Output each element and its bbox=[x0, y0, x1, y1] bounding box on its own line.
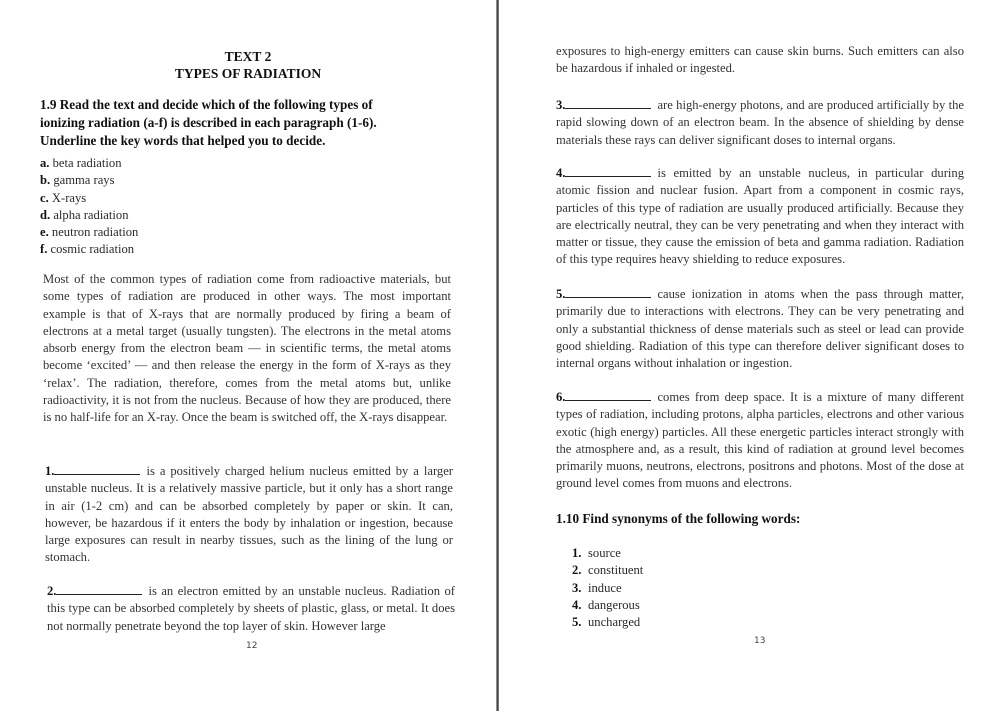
paragraph-5: 5. cause ionization in atoms when the pass through matter, primarily due to interactions with electrons. They can be very penetrating and only a substantial thickness of dense materials such as steel or lead can provide good shielding. Radiation of this type can therefore deliver significant doses to internal organs without inhalation or ingestion. bbox=[556, 287, 964, 371]
answer-blank-3[interactable] bbox=[565, 97, 651, 109]
answer-blank-2[interactable] bbox=[56, 583, 142, 595]
answer-blank-6[interactable] bbox=[565, 389, 651, 401]
paragraph-2-continued: exposures to high-energy emitters can cause skin burns. Such emitters can also be hazardous if inhaled or ingested. bbox=[556, 44, 964, 76]
page-number-right: 13 bbox=[754, 636, 766, 646]
synonym-item: 5. uncharged bbox=[572, 615, 641, 630]
task-1-9-instruction: 1.9 Read the text and decide which of the following types of ionizing radiation (a-f) is described in each paragraph (1-6). Underline the key words that helped you to decide. bbox=[40, 97, 377, 148]
paragraph-1: 1. is a positively charged helium nucleus emitted by a larger unstable nucleus. It is a relatively massive particle, but it only has a short range in air (1-2 cm) and can be absorbed completely by paper or skin. It can, however, be hazardous if it enters the body by inhalation or ingestion, because large exposures can result in nearby tissues, such as the lining of the lung or stomach. bbox=[45, 464, 453, 565]
options-list bbox=[40, 155, 138, 259]
option-item: e. neutron radiation bbox=[40, 225, 139, 240]
paragraph-4: 4. is emitted by an unstable nucleus, in particular during atomic fission and nuclear fusion. Apart from a component in cosmic rays, particles of this type of radiation are usually produced artificially. Because they are electrically neutral, they can be very penetrating and when they interact with matter or tissue, they cause the emission of beta and gamma radiation. Radiation of this type requires heavy shielding to reduce exposures. bbox=[556, 166, 964, 267]
option-item: d. alpha radiation bbox=[40, 207, 129, 222]
option-item: f. cosmic radiation bbox=[40, 242, 135, 257]
right-page bbox=[500, 0, 1000, 711]
answer-blank-1[interactable] bbox=[54, 463, 140, 475]
text-heading: TEXT 2 bbox=[224, 49, 272, 64]
left-page bbox=[0, 0, 496, 711]
page-number-left: 12 bbox=[246, 641, 258, 651]
book-spine bbox=[496, 0, 499, 711]
synonym-item: 2. constituent bbox=[572, 563, 644, 578]
synonym-item: 1. source bbox=[572, 546, 621, 560]
synonym-item: 4. dangerous bbox=[572, 597, 640, 612]
paragraph-2: 2. is an electron emitted by an unstable nucleus. Radiation of this type can be absorbed completely by sheets of plastic, glass, or metal. It does not normally penetrate beyond the top layer of skin. However large bbox=[47, 584, 455, 633]
synonym-item: 3. induce bbox=[572, 580, 622, 595]
answer-blank-4[interactable] bbox=[565, 165, 651, 177]
option-item: a. beta radiation bbox=[40, 156, 122, 170]
task-1-10-instruction: 1.10 Find synonyms of the following words: bbox=[556, 511, 801, 526]
option-item: c. X-rays bbox=[40, 190, 87, 205]
paragraph-3: 3. are high-energy photons, and are produced artificially by the rapid slowing down of an electron beam. In the absence of shielding by dense materials these rays can deliver significant doses to internal organs. bbox=[556, 98, 964, 147]
synonyms-list bbox=[572, 545, 643, 631]
paragraph-6: 6. comes from deep space. It is a mixture of many different types of radiation, including protons, alpha particles, electrons and other various exotic (high energy) particles. All these energetic particles interact strongly with the atmosphere and, as a result, this kind of radiation at ground level becomes primarily muons, neutrons, electrons, positrons and photons. Most of the dose at ground level comes from muons and electrons. bbox=[556, 390, 964, 491]
answer-blank-5[interactable] bbox=[565, 286, 651, 298]
intro-paragraph: Most of the common types of radiation come from radioactive materials, but some types of radiation are produced in other ways. The most important example is that of X-rays that are normally produced by firing a beam of electrons at a metal target (usually tungsten). The electrons in the metal atoms absorb energy from the electron beam — in scientific terms, the metal atoms become ‘excited’ — and then release the energy in the form of X-rays as they ‘relax’. The radiation, therefore, comes from the metal atoms but, unlike radioactivity, it is not from the nucleus. Because of how they are produced, there is no half-life for an X-ray. Once the beam is switched off, the X-rays disappear. bbox=[43, 272, 451, 425]
section-title: TYPES OF RADIATION bbox=[174, 66, 322, 81]
option-item: b. gamma rays bbox=[40, 173, 115, 188]
